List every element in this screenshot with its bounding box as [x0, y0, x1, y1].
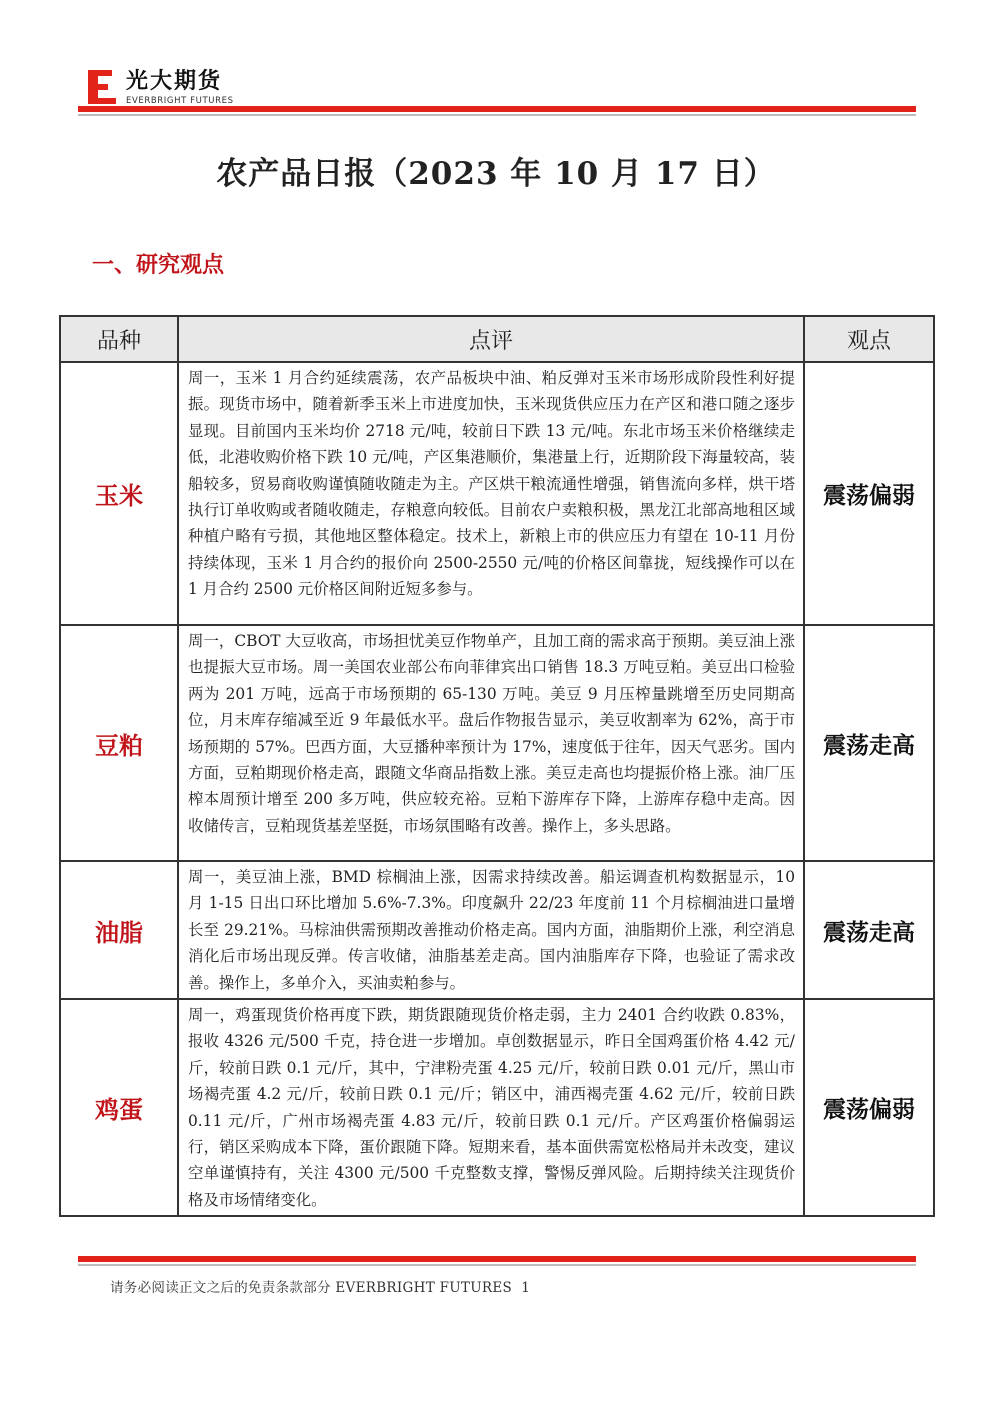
view-cell: 震荡走高: [804, 861, 934, 999]
header-view: 观点: [804, 316, 934, 362]
comment-cell: 周一，玉米 1 月合约延续震荡，农产品板块中油、粕反弹对玉米市场形成阶段性利好提振。现货市场中，随着新季玉米上市进度加快，玉米现货供应压力在产区和港口随之逐步显现。目前国内玉米均价 2718 元/吨，较前日下跌 13 元/吨。东北市场玉米价格继续走低，北港收购价格下跌 10 元/吨，产区集港顺价，集港量上行，近期阶段下海量较高，装船较多，贸易商收购谨慎随收随走为主。产区烘干粮流通性增强，销售流向多样，烘干塔执行订单收购或者随收随走，存粮意向较低。目前农户卖粮积极，黑龙江北部高地租区域种植户略有亏损，其他地区整体稳定。技术上，新粮上市的供应压力有望在 10-11 月份持续体现，玉米 1 月合约的报价向 2500-2550 元/吨的价格区间靠拢，短线操作可以在 1 月合约 2500 元价格区间附近短多参与。: [178, 362, 804, 625]
table-row: [60, 861, 934, 999]
view-cell: 震荡偏弱: [804, 999, 934, 1216]
view-cell: 震荡走高: [804, 625, 934, 861]
page-number: 1: [521, 1280, 531, 1296]
logo-mark-icon: [88, 70, 116, 104]
table-header-row: [60, 316, 934, 362]
report-title: 农产品日报（2023 年 10 月 17 日）: [216, 156, 776, 192]
variety-cell: 豆粕: [60, 625, 178, 861]
comment-cell: 周一，美豆油上涨，BMD 棕榈油上涨，因需求持续改善。船运调查机构数据显示，10 月 1-15 日出口环比增加 5.6%-7.3%。印度飙升 22/23 年度前 11 个月棕榈油进口量增长至 29.21%。马棕油供需预期改善推动价格走高。国内方面，油脂期价上涨，利空消息消化后市场出现反弹。传言收储，油脂基差走高。国内油脂库存下降，也验证了需求改善。操作上，多单介入，买油卖粕参与。: [178, 861, 804, 999]
header-divider-thin: [78, 114, 916, 116]
comment-cell: 周一，CBOT 大豆收高，市场担忧美豆作物单产，且加工商的需求高于预期。美豆油上涨也提振大豆市场。周一美国农业部公布向菲律宾出口销售 18.3 万吨豆粕。美豆出口检验两为 201 万吨，远高于市场预期的 65-130 万吨。美豆 9 月压榨量跳增至历史同期高位，月末库存缩减至近 9 年最低水平。盘后作物报告显示，美豆收割率为 62%，高于市场预期的 57%。巴西方面，大豆播种率预计为 17%，速度低于往年，因天气恶劣。国内方面，豆粕期现价格走高，跟随文华商品指数上涨。美豆走高也均提振价格上涨。油厂压榨本周预计增至 200 多万吨，供应较充裕。豆粕下游库存下降，上游库存稳中走高。因收储传言，豆粕现货基差坚挺，市场氛围略有改善。操作上，多头思路。: [178, 625, 804, 861]
header-divider: [78, 106, 916, 112]
header-variety: 品种: [60, 316, 178, 362]
company-logo: [88, 70, 234, 106]
footer-disclaimer: 请务必阅读正文之后的免责条款部分 EVERBRIGHT FUTURES: [110, 1280, 513, 1296]
table-row: [60, 999, 934, 1216]
table-row: [60, 625, 934, 861]
footer-divider: [78, 1256, 916, 1262]
variety-cell: 玉米: [60, 362, 178, 625]
footer-divider-thin: [78, 1264, 916, 1266]
table-row: [60, 362, 934, 625]
view-cell: 震荡偏弱: [804, 362, 934, 625]
logo-name-cn: 光大期货: [126, 69, 223, 94]
comment-cell: 周一，鸡蛋现货价格再度下跌，期货跟随现货价格走弱，主力 2401 合约收跌 0.83%，报收 4326 元/500 千克，持仓进一步增加。卓创数据显示，昨日全国鸡蛋价格 4.42 元/斤，较前日跌 0.1 元/斤，其中，宁津粉壳蛋 4.25 元/斤，较前日跌 0.01 元/斤，黑山市场褐壳蛋 4.2 元/斤，较前日跌 0.1 元/斤；销区中，浦西褐壳蛋 4.62 元/斤，较前日跌 0.11 元/斤，广州市场褐壳蛋 4.83 元/斤，较前日跌 0.1 元/斤。产区鸡蛋价格偏弱运行，销区采购成本下降，蛋价跟随下降。短期来看，基本面供需宽松格局并未改变，建议空单谨慎持有，关注 4300 元/500 千克整数支撑，警惕反弹风险。后期持续关注现货价格及市场情绪变化。: [178, 999, 804, 1216]
variety-cell: 油脂: [60, 861, 178, 999]
page-footer: [110, 1276, 530, 1296]
logo-name-en: EVERBRIGHT FUTURES: [126, 96, 234, 106]
header-comment: 点评: [178, 316, 804, 362]
variety-cell: 鸡蛋: [60, 999, 178, 1216]
section-heading: 一、研究观点: [92, 252, 225, 278]
research-view-table: [59, 315, 935, 1217]
